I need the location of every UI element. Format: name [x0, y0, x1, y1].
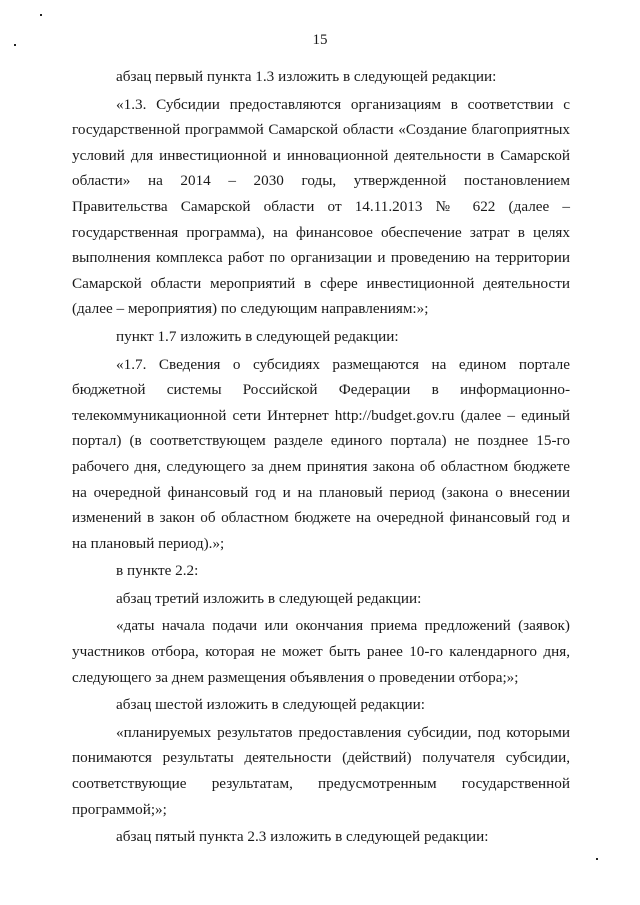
scan-speck: [40, 14, 42, 16]
paragraph-item-2-2-intro: в пункте 2.2:: [116, 562, 199, 580]
paragraph-item-1-7: «1.7. Сведения о субсидиях размещаются на едином портале бюджетной системы Российской Федерации в информационно-телекоммуникационной сети Интернет http://budget.gov.ru (далее – единый портал) (в соответствующем разделе единого портала) не позднее 15-го рабочего дня, следующего за днем принятия закона об областном бюджете на очередной финансовый год и на плановый период (закона о внесении изменений в закон об областном бюджете на очередной финансовый год и на плановый период).»;: [72, 355, 570, 552]
page-number: 15: [312, 32, 328, 48]
paragraph-amend-1-3-intro: абзац первый пункта 1.3 изложить в следующей редакции:: [116, 68, 497, 85]
scan-speck: [596, 858, 598, 860]
paragraph-abzac-3-text: «даты начала подачи или окончания приема предложений (заявок) участников отбора, которая не может быть ранее 10-го календарного дня, следующего за днем размещения объявления о проведении отбора;»;: [72, 617, 570, 686]
paragraph-abzac-6-intro: абзац шестой изложить в следующей редакции:: [116, 696, 425, 714]
paragraph-abzac-3-intro: абзац третий изложить в следующей редакции:: [116, 589, 422, 607]
paragraph-amend-1-7-intro: пункт 1.7 изложить в следующей редакции:: [116, 327, 399, 345]
paragraph-amend-2-3-intro: абзац пятый пункта 2.3 изложить в следующей редакции:: [116, 828, 489, 846]
paragraph-item-1-3: «1.3. Субсидии предоставляются организациям в соответствии с государственной программой Самарской области «Создание благоприятных условий для инвестиционной и инновационной деятельности в Самарской области» на 2014 – 2030 годы, утвержденной постановлением Правительства Самарской области от 14.11.2013 № 622 (далее – государственная программа), на финансовое обеспечение затрат в целях выполнения комплекса работ по организации и проведению на территории Самарской области мероприятий в сфере инвестиционной деятельности (далее – мероприятия) по следующим направлениям:»;: [72, 95, 570, 318]
document-body: [72, 64, 570, 850]
paragraph-abzac-6-text: «планируемых результатов предоставления субсидии, под которыми понимаются результаты деятельности (действий) получателя субсидии, соответствующие результатам, предусмотренным государственной программой;»;: [72, 723, 570, 818]
